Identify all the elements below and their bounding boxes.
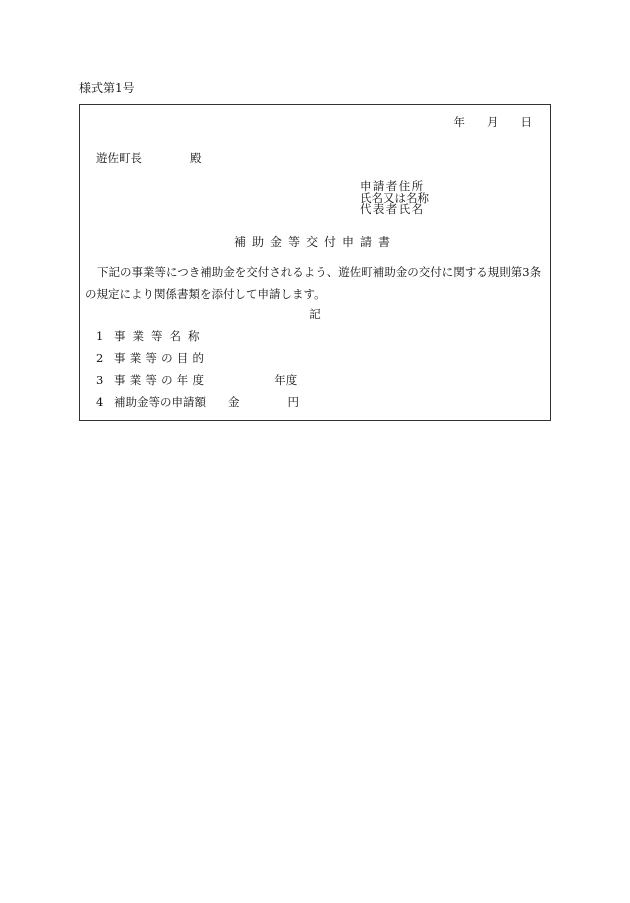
applicant-name-label: 氏名又は名称: [360, 190, 429, 205]
item-list: [96, 329, 299, 417]
item-label: 事業等の目的: [114, 351, 209, 365]
applicant-address-label: 申請者住所: [360, 179, 425, 193]
date-month-label: 月: [487, 115, 499, 129]
item-number: 2: [96, 351, 104, 365]
addressee: [96, 151, 202, 166]
applicant-block: [360, 181, 429, 216]
item-prefix: 金: [228, 395, 240, 409]
form-number: 様式第1号: [79, 81, 135, 95]
item-suffix: 円: [287, 395, 299, 409]
list-item: [96, 395, 299, 417]
form-title: 補助金等交付申請書: [233, 235, 396, 249]
item-label: 事業等名称: [114, 329, 207, 343]
list-item: [96, 329, 299, 351]
list-item: [96, 351, 299, 373]
ki-heading: 記: [309, 307, 321, 321]
applicant-representative-label: 代表者氏名: [360, 202, 425, 216]
item-label: 補助金等の申請額: [114, 395, 206, 409]
list-item: [96, 373, 299, 395]
item-number: 1: [96, 329, 104, 343]
addressee-name: 遊佐町長: [96, 151, 142, 165]
item-number: 3: [96, 373, 104, 387]
date-day-label: 日: [520, 115, 532, 129]
item-label: 事業等の年度: [114, 373, 209, 387]
addressee-honorific: 殿: [190, 151, 202, 165]
application-statement: 下記の事業等につき補助金を交付されるよう、遊佐町補助金の交付に関する規則第3条の規定により関係書類を添付して申請します。: [85, 265, 542, 301]
date-year-label: 年: [453, 115, 465, 129]
item-suffix: 年度: [274, 373, 298, 387]
item-number: 4: [96, 395, 104, 409]
application-form-frame: [79, 104, 551, 421]
date-line: [454, 115, 533, 130]
